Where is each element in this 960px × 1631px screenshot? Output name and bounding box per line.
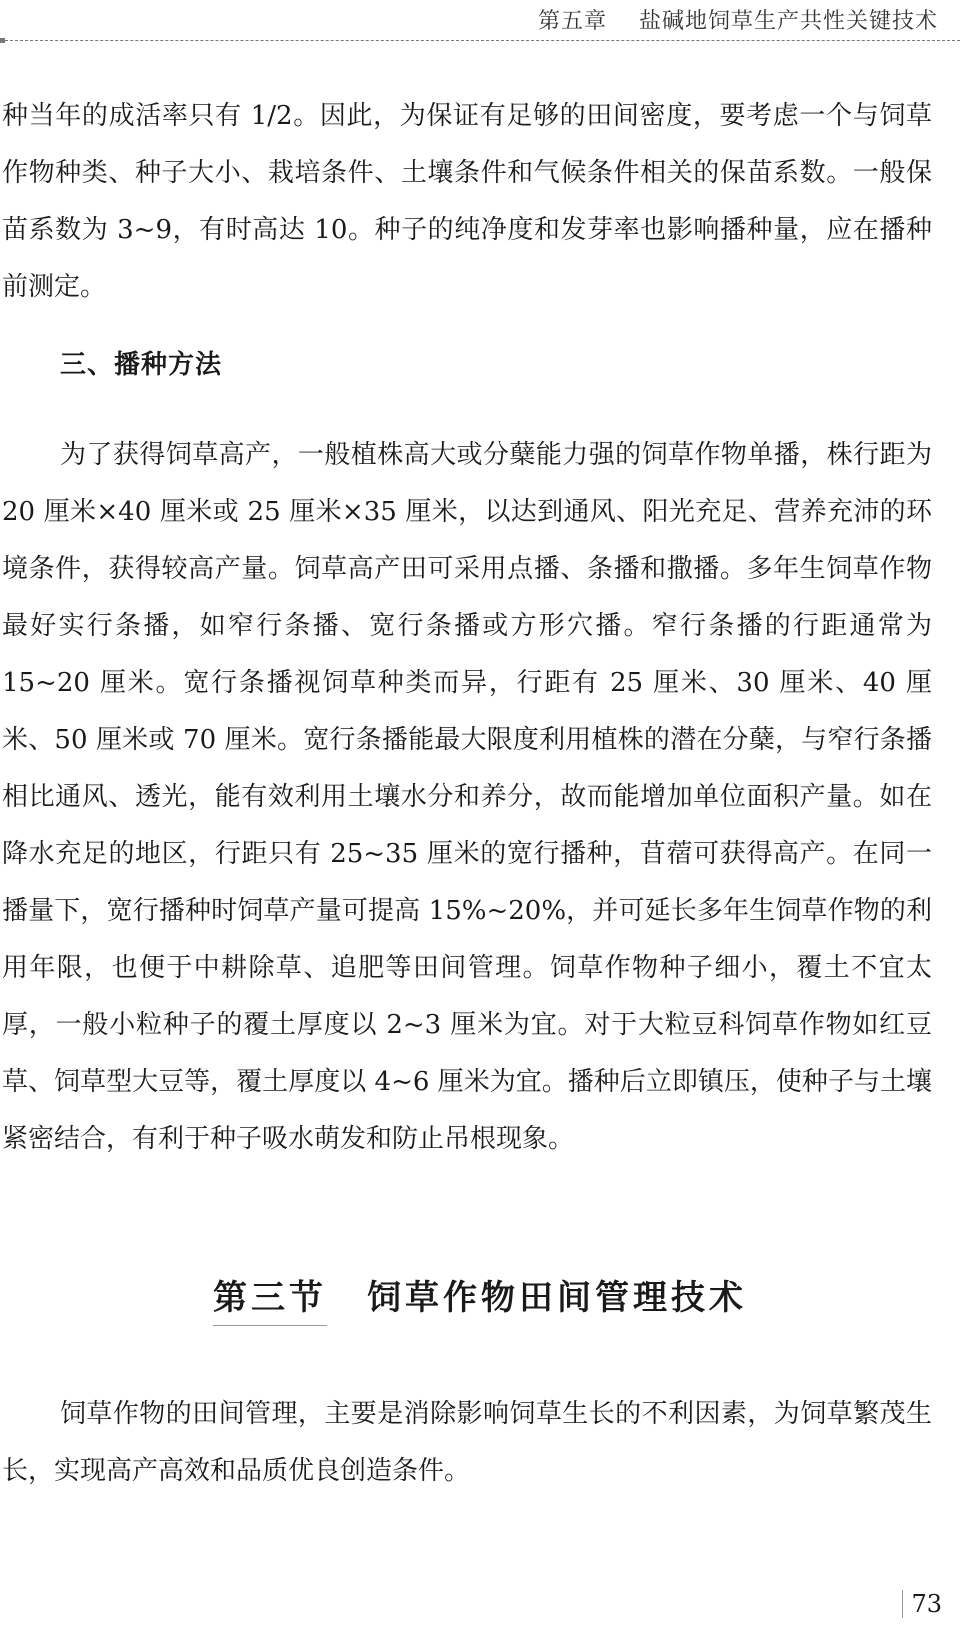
header-divider	[0, 40, 960, 41]
paragraph-field-management: 饲草作物的田间管理，主要是消除影响饲草生长的不利因素，为饲草繁茂生长，实现高产高效和品质优良创造条件。	[2, 1399, 932, 1486]
section-number: 第三节	[213, 1270, 327, 1326]
header-chapter: 第五章	[537, 9, 607, 34]
section-heading	[0, 1270, 960, 1326]
subsection-heading: 三、播种方法	[60, 350, 223, 380]
paragraph-sowing-method: 为了获得饲草高产，一般植株高大或分蘖能力强的饲草作物单播，株行距为 20 厘米×40 厘米或 25 厘米×35 厘米，以达到通风、阳光充足、营养充沛的环境条件，获得较高产量。饲草高产田可采用点播、条播和撒播。多年生饲草作物最好实行条播，如窄行条播、宽行条播或方形穴播。窄行条播的行距通常为 15~20 厘米。宽行条播视饲草种类而异，行距有 25 厘米、30 厘米、40 厘米、50 厘米或 70 厘米。宽行条播能最大限度利用植株的潜在分蘖，与窄行条播相比通风、透光，能有效利用土壤水分和养分，故而能增加单位面积产量。如在降水充足的地区，行距只有 25~35 厘米的宽行播种，苜蓿可获得高产。在同一播量下，宽行播种时饲草产量可提高 15%~20%，并可延长多年生饲草作物的利用年限，也便于中耕除草、追肥等田间管理。饲草作物种子细小，覆土不宜太厚，一般小粒种子的覆土厚度以 2~3 厘米为宜。对于大粒豆科饲草作物如红豆草、饲草型大豆等，覆土厚度以 4~6 厘米为宜。播种后立即镇压，使种子与土壤紧密结合，有利于种子吸水萌发和防止吊根现象。	[2, 440, 932, 1154]
page-number: 73	[902, 1590, 942, 1618]
running-header	[538, 4, 938, 35]
header-title: 盐碱地饲草生产共性关键技术	[638, 9, 938, 34]
section-title: 饲草作物田间管理技术	[367, 1278, 747, 1318]
paragraph-continued: 种当年的成活率只有 1/2。因此，为保证有足够的田间密度，要考虑一个与饲草作物种类、种子大小、栽培条件、土壤条件和气候条件相关的保苗系数。一般保苗系数为 3~9，有时高达 10。种子的纯净度和发芽率也影响播种量，应在播种前测定。	[2, 101, 932, 302]
